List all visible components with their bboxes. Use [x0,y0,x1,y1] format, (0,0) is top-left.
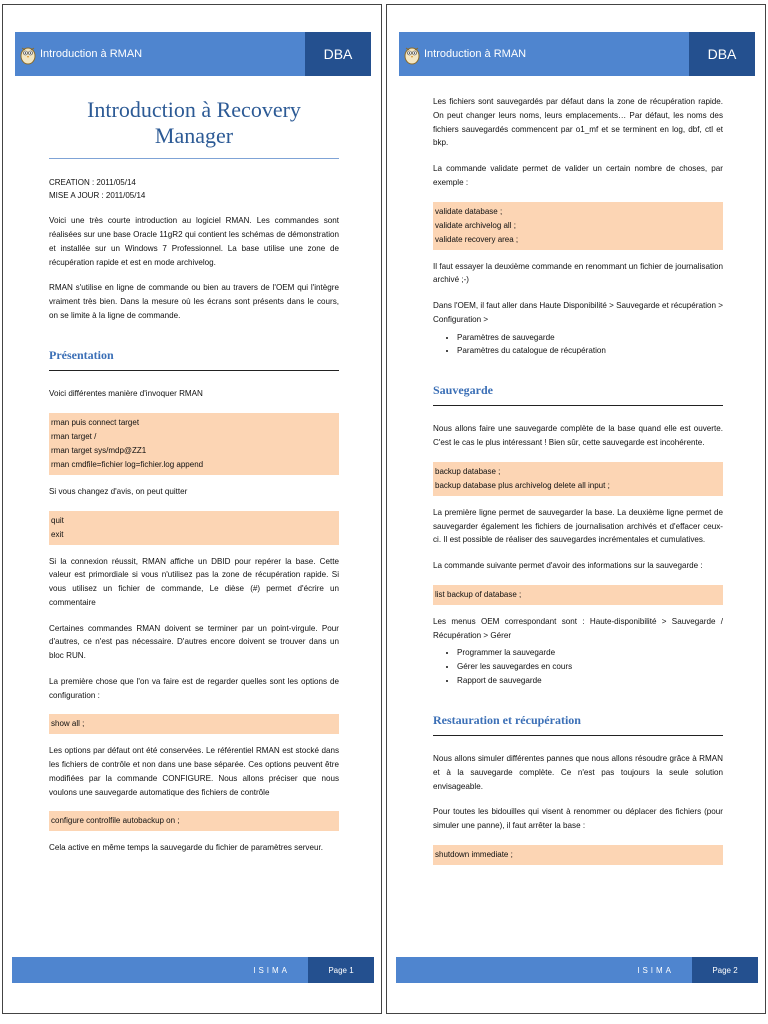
code-line: shutdown immediate ; [435,849,513,859]
code-line: configure controlfile autobackup on ; [51,816,180,826]
oem-settings-list [433,331,723,359]
paragraph-validate: La commande validate permet de valider un certain nombre de choses, par exemple : [433,164,723,187]
section-heading-sauvegarde: Sauvegarde [433,380,723,406]
footer-page-number: Page 2 [692,957,758,983]
code-line: backup database ; [435,466,501,476]
code-line: quit [51,515,64,525]
header-tag: DBA [689,32,755,76]
code-line: show all ; [51,719,85,729]
code-block-invoke [49,413,339,475]
page-header [15,32,371,76]
section-heading-restauration: Restauration et récupération [433,710,723,736]
page-footer [396,957,758,983]
header-title: Introduction à RMAN [424,48,527,60]
list-item: • Gérer les sauvegardes en cours [457,660,723,674]
page-1-content [49,97,339,867]
code-block-validate [433,202,723,250]
list-item: • Paramètres de sauvegarde [457,331,723,345]
paragraph-bidouilles: Pour toutes les bidouilles qui visent à renommer ou déplacer des fichiers (pour simuler une panne), il faut arrêter la base : [433,807,723,831]
paragraph-first-line: La première ligne permet de sauvegarder la base. La deuxième ligne permet de sauvegarder également les fichiers de journalisation archivés et d'effacer ceux-ci. Il est possible de réaliser des sauvegardes incrémentales et cumulatives. [433,507,723,545]
intro-paragraph-1: Voici une très courte introduction au logiciel RMAN. Les commandes sont réalisées sur une base Oracle 11gR2 qui contient les schémas de démonstration et installée sur un Windows 7 Professionnel. La base utilise une zone de récupération rapide et est en mode archivelog. [49,216,339,267]
intro-paragraph-2: RMAN s'utilise en ligne de commande ou bien au travers de l'OEM qui l'intègre vraiment très bien. Dans la mesure où les écrans sont présents dans le cours, on se limite à la ligne de commande. [49,283,339,320]
page-header [399,32,755,76]
code-line: validate database ; [435,206,503,216]
code-line: rman puis connect target [51,417,140,427]
document-title: Introduction à Recovery Manager [49,97,339,159]
section-heading-presentation: Présentation [49,345,339,371]
code-block-show [49,714,339,734]
paragraph-active: Cela active en même temps la sauvegarde du fichier de paramètres serveur. [49,843,323,853]
creation-date: CREATION : 2011/05/14 [49,177,136,187]
code-line: rman target / [51,431,97,441]
code-line: backup database plus archivelog delete all input ; [435,480,610,490]
paragraph-invoke: Voici différentes manière d'invoquer RMAN [49,389,203,399]
paragraph-quit: Si vous changez d'avis, on peut quitter [49,486,188,496]
code-block-list-backup [433,585,723,605]
code-block-backup [433,462,723,496]
paragraph-connection: Si la connexion réussit, RMAN affiche un DBID pour repérer la base. Cette valeur est primordiale si vous n'utilisez pas la zone de récupération rapide. Si vous utilisez un fichier de commande, Le dièse (#) permet d'écrire un commentaire [49,556,339,607]
paragraph-options: Les options par défaut ont été conservées. Le référentiel RMAN est stocké dans les fichiers de contrôle et non dans une base séparée. Ces options peuvent être modifiées par la commande CONFIGURE. Nous allons préciser que nous voulons une sauvegarde automatique des fichiers de contrôle [49,746,339,797]
list-item: • Rapport de sauvegarde [457,674,723,688]
paragraph-menus: Les menus OEM correspondant sont : Haute-disponibilité > Sauvegarde / Récupération > Gérer [433,616,723,640]
header-band [399,32,689,76]
owl-logo-icon [404,43,420,65]
code-line: exit [51,529,64,539]
code-line: validate archivelog all ; [435,220,516,230]
paragraph-backup: Nous allons faire une sauvegarde complète de la base quand elle est ouverte. C'est le cas le plus intéressant ! Bien sûr, cette sauvegarde est incohérente. [433,424,723,448]
footer-org: ISIMA [12,957,308,983]
owl-logo-icon [20,43,36,65]
update-date: MISE A JOUR : 2011/05/14 [49,190,146,200]
list-item: • Paramètres du catalogue de récupération [457,344,723,358]
header-band [15,32,305,76]
code-block-shutdown [433,845,723,865]
document-dates [49,177,339,203]
paragraph-files: Les fichiers sont sauvegardés par défaut dans la zone de récupération rapide. On peut changer leurs noms, leurs emplacements… Par défaut, les noms des fichiers sauvegardés commencent par o1_mf et se terminent en log, dbf, ctl et bkp. [433,97,723,148]
document-page-2 [386,4,766,1014]
code-block-quit [49,511,339,545]
footer-page-number: Page 1 [308,957,374,983]
paragraph-simulate: Nous allons simuler différentes pannes que nous allons résoudre grâce à RMAN et à la sauvegarde complète. Ce n'est pas toujours la seule solution envisageable. [433,754,723,791]
paragraph-try: Il faut essayer la deuxième commande en renommant un fichier de journalisation archivé ;-) [433,261,723,285]
paragraph-commands: Certaines commandes RMAN doivent se terminer par un point-virgule. Pour d'autres, ce n'est pas nécessaire. D'autres encore doivent se trouver dans un bloc RUN. [49,623,339,661]
header-title: Introduction à RMAN [40,48,143,60]
code-line: validate recovery area ; [435,234,519,244]
code-block-configure [49,811,339,831]
oem-menus-list [433,646,723,687]
code-line: rman target sys/mdp@ZZ1 [51,445,147,455]
code-line: list backup of database ; [435,589,522,599]
document-page-1 [2,4,382,1014]
list-item: • Programmer la sauvegarde [457,646,723,660]
page-footer [12,957,374,983]
header-tag: DBA [305,32,371,76]
paragraph-first-thing: La première chose que l'on va faire est de regarder quelles sont les options de configuration : [49,676,339,700]
paragraph-next-command: La commande suivante permet d'avoir des informations sur la sauvegarde : [433,561,703,571]
footer-org: ISIMA [396,957,692,983]
code-line: rman cmdfile=fichier log=fichier.log append [51,459,204,469]
paragraph-oem: Dans l'OEM, il faut aller dans Haute Disponibilité > Sauvegarde et récupération > Configuration > [433,301,723,324]
page-2-content [433,95,723,875]
